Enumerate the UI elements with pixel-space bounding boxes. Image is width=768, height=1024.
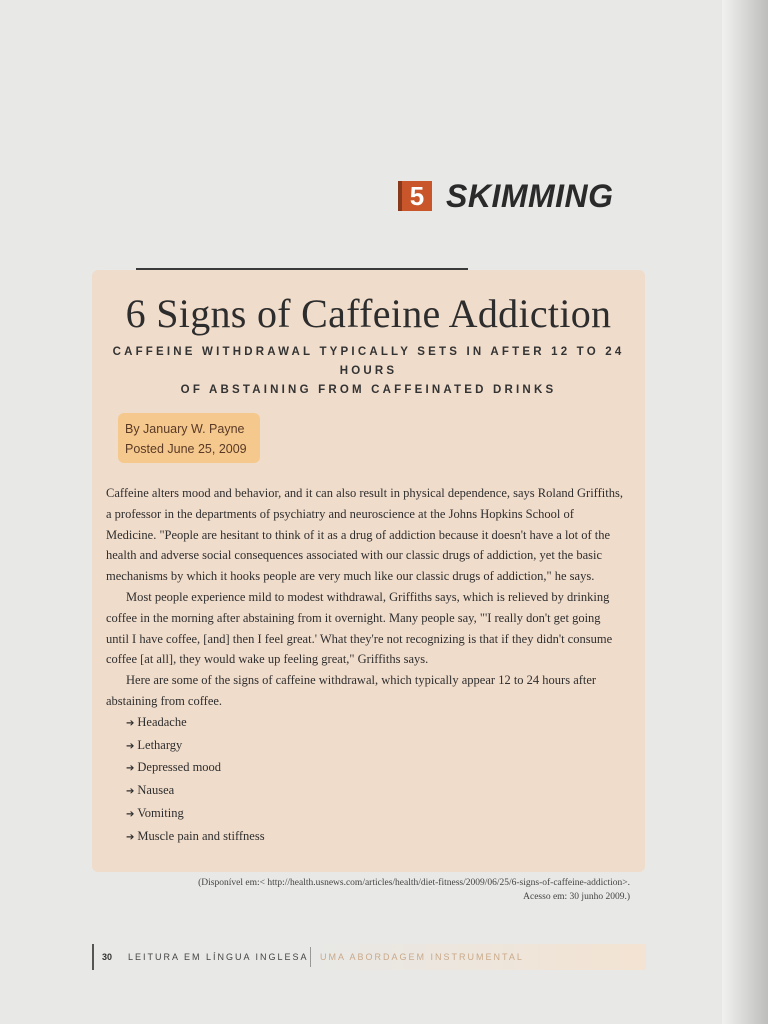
- section-title: SKIMMING: [446, 177, 614, 214]
- sign-label: Depressed mood: [137, 760, 222, 775]
- subtitle-line-2: OF ABSTAINING FROM CAFFEINATED DRINKS: [180, 384, 557, 396]
- arrow-bullet-icon: ➔: [126, 808, 135, 820]
- list-item: [126, 712, 626, 735]
- sign-label: Lethargy: [137, 737, 183, 752]
- byline-box: [118, 413, 260, 463]
- list-item: [126, 803, 626, 826]
- arrow-bullet-icon: ➔: [126, 831, 135, 843]
- signs-list: [106, 712, 626, 849]
- sign-label: Vomiting: [137, 805, 184, 820]
- article-title: 6 Signs of Caffeine Addiction: [125, 291, 612, 336]
- paragraph-1: Caffeine alters mood and behavior, and it can also result in physical dependence, says Roland Griffiths, a professor in the departments of psychiatry and neuroscience at the Johns Hopkins School of Medicine. "People are hesitant to think of it as a drug of addiction because it doesn't have a lot of the health and adverse social consequences associated with our classic drugs of addiction, yet the basic mechanisms by which it hooks people are very much like our classic drugs of addiction," he says.: [106, 486, 623, 584]
- paragraph-3: Here are some of the signs of caffeine withdrawal, which typically appear 12 to 24 hours after abstaining from coffee.: [106, 673, 597, 708]
- page-number: 30: [102, 952, 113, 962]
- sign-label: Muscle pain and stiffness: [137, 828, 265, 843]
- sign-label: Headache: [137, 714, 187, 729]
- author: By January W. Payne: [125, 422, 245, 436]
- section-header: [398, 176, 614, 216]
- page-footer: [94, 944, 646, 970]
- article-body: [106, 483, 626, 849]
- divider-rule: [136, 268, 468, 270]
- paragraph-2: Most people experience mild to modest withdrawal, Griffiths says, which is relieved by drinking coffee in the morning after abstaining from it overnight. Many people say, "'I really don't get going until I have coffee, [and] then I feel great.' What they're not recognizing is that if they didn't consume coffee [at all], they would wake up feeling great," Griffiths says.: [106, 589, 613, 667]
- article-subtitle: [86, 343, 651, 400]
- list-item: [126, 757, 626, 780]
- subtitle-line-1: CAFFEINE WITHDRAWAL TYPICALLY SETS IN AFTER 12 TO 24 HOURS: [112, 346, 625, 377]
- arrow-bullet-icon: ➔: [126, 740, 135, 752]
- arrow-bullet-icon: ➔: [126, 763, 135, 775]
- footer-divider: [310, 947, 311, 967]
- footer-book-subtitle: UMA ABORDAGEM INSTRUMENTAL: [320, 952, 524, 962]
- list-item: [126, 826, 626, 849]
- arrow-bullet-icon: ➔: [126, 786, 135, 798]
- list-item: [126, 735, 626, 758]
- source-url: (Disponível em:< http://health.usnews.com/articles/health/diet-fitness/2009/06/25/6-signs-of-caffeine-addiction>.: [198, 878, 630, 888]
- source-access-date: Acesso em: 30 junho 2009.): [523, 892, 630, 902]
- sign-label: Nausea: [137, 783, 175, 798]
- posted-date: Posted June 25, 2009: [125, 442, 247, 456]
- source-citation: [140, 876, 630, 904]
- list-item: [126, 780, 626, 803]
- section-number-badge: 5: [398, 181, 432, 211]
- arrow-bullet-icon: ➔: [126, 717, 135, 729]
- footer-book-title: LEITURA EM LÍNGUA INGLESA: [128, 952, 309, 962]
- page-edge: [722, 0, 768, 1024]
